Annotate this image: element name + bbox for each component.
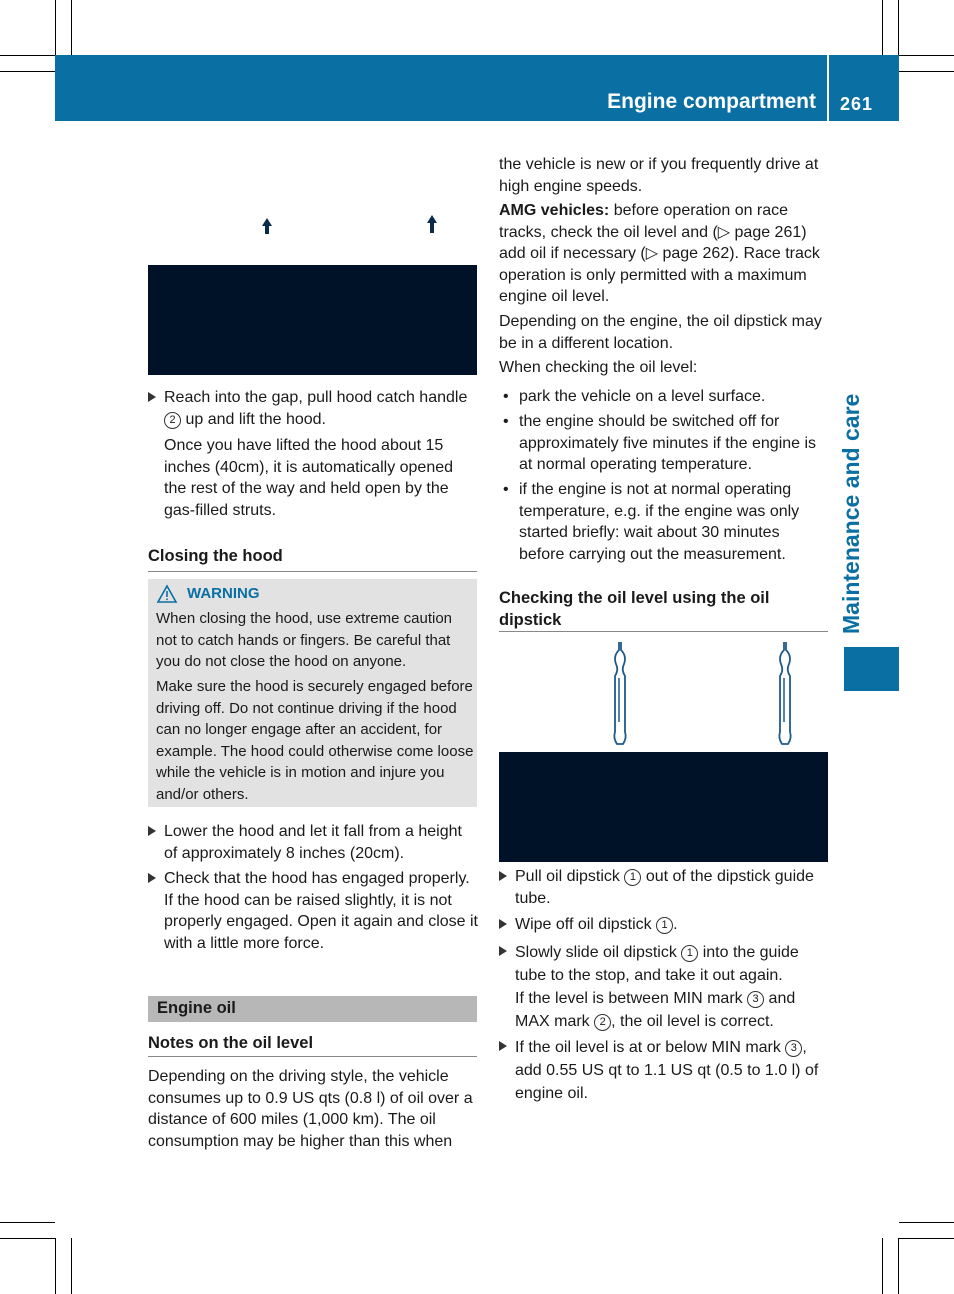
subsection-heading: Checking the oil level using the oil dipstick xyxy=(499,589,770,629)
warning-title: WARNING xyxy=(187,585,260,602)
step-check-hood: Check that the hood has engaged properly. If the hood can be raised slightly, it is not properly engaged. Open it again and close it with a little more force. xyxy=(148,868,478,954)
list-item: • the engine should be switched off for approximately five minutes if the engine is at normal operating temperature. xyxy=(503,413,817,473)
step-add-oil: If the oil level is at or below MIN mark 3 , add 0.55 US qt to 1.1 US qt (0.5 to 1.0 l) of engine oil. xyxy=(499,1036,830,1105)
step-pull-dipstick: Pull oil dipstick 1 out of the dipstick guide tube. xyxy=(499,866,830,909)
crop-mark xyxy=(899,1222,954,1223)
page-title: Engine compartment xyxy=(607,90,816,113)
crop-mark xyxy=(0,71,55,72)
crop-mark xyxy=(899,55,954,56)
dipstick-illustration xyxy=(499,638,828,752)
hood-image xyxy=(148,265,477,375)
crop-mark xyxy=(0,1238,55,1239)
step-wipe-dipstick: Wipe off oil dipstick 1 . xyxy=(499,914,830,936)
crop-mark xyxy=(899,1238,954,1239)
crop-mark xyxy=(898,0,899,55)
warning-text: Make sure the hood is securely engaged before driving off. Do not continue driving if the hood can no longer engage after an accident, for example. The hood could otherwise come loose while the vehicle is in motion and injure you and/or others. xyxy=(156,678,474,803)
crop-mark xyxy=(882,1238,883,1294)
subsection-heading: Notes on the oil level xyxy=(148,1034,314,1052)
paragraph: the vehicle is new or if you frequently drive at high engine speeds. xyxy=(499,156,819,195)
dipstick-image xyxy=(499,752,828,862)
amg-paragraph: AMG vehicles: before operation on race tracks, check the oil level and (▷ page 261) add oil if necessary (▷ page 262). Race track operation is only permitted with a maximum engine oil level. xyxy=(499,202,820,305)
heading-rule xyxy=(148,571,477,572)
step-pull-hood: Reach into the gap, pull hood catch handle 2 up and lift the hood. xyxy=(148,387,478,430)
crop-mark xyxy=(71,0,72,55)
crop-mark xyxy=(899,71,954,72)
crop-mark xyxy=(0,55,55,56)
section-title: Engine oil xyxy=(157,999,236,1017)
warning-box xyxy=(148,579,477,807)
section-heading: Closing the hood xyxy=(148,547,283,565)
arrow-icon xyxy=(148,195,477,265)
crop-mark xyxy=(882,0,883,55)
list-item: • if the engine is not at normal operating temperature, e.g. if the engine was only started briefly: wait about 30 minutes before carrying out the measurement. xyxy=(503,481,800,563)
notes-paragraph: Depending on the driving style, the vehicle consumes up to 0.9 US qts (0.8 l) of oil over a distance of 600 miles (1,000 km). The oil consumption may be higher than this when xyxy=(148,1068,473,1150)
paragraph: When checking the oil level: xyxy=(499,359,698,376)
step-note: Once you have lifted the hood about 15 inches (40cm), it is automatically opened the rest of the way and held open by the gas-filled struts. xyxy=(164,437,454,519)
crop-mark xyxy=(0,1222,55,1223)
step-slide-dipstick: Slowly slide oil dipstick 1 into the guide tube to the stop, and take it out again. If the level is between MIN mark 3 and MAX mark 2 , the oil level is correct. xyxy=(499,941,830,1033)
step-lower-hood: Lower the hood and let it fall from a height of approximately 8 inches (20cm). xyxy=(148,821,478,864)
list-item: • park the vehicle on a level surface. xyxy=(503,388,766,405)
crop-mark xyxy=(55,0,56,55)
callout-2: 2 xyxy=(164,412,181,429)
heading-rule xyxy=(499,631,828,632)
warning-triangle-icon xyxy=(156,584,178,604)
crop-mark xyxy=(898,1238,899,1294)
header-divider xyxy=(827,55,829,121)
hood-illustration xyxy=(148,195,477,265)
side-tab-label: Maintenance and care xyxy=(838,393,864,634)
crop-mark xyxy=(71,1238,72,1294)
paragraph: Depending on the engine, the oil dipstick may be in a different location. xyxy=(499,313,822,352)
heading-rule xyxy=(148,1056,477,1057)
crop-mark xyxy=(55,1238,56,1294)
dipstick-icon xyxy=(499,638,828,752)
side-tab xyxy=(844,647,899,691)
page-number: 261 xyxy=(840,94,874,114)
warning-text: When closing the hood, use extreme caution not to catch hands or fingers. Be careful that you do not close the hood on anyone. xyxy=(156,610,453,670)
